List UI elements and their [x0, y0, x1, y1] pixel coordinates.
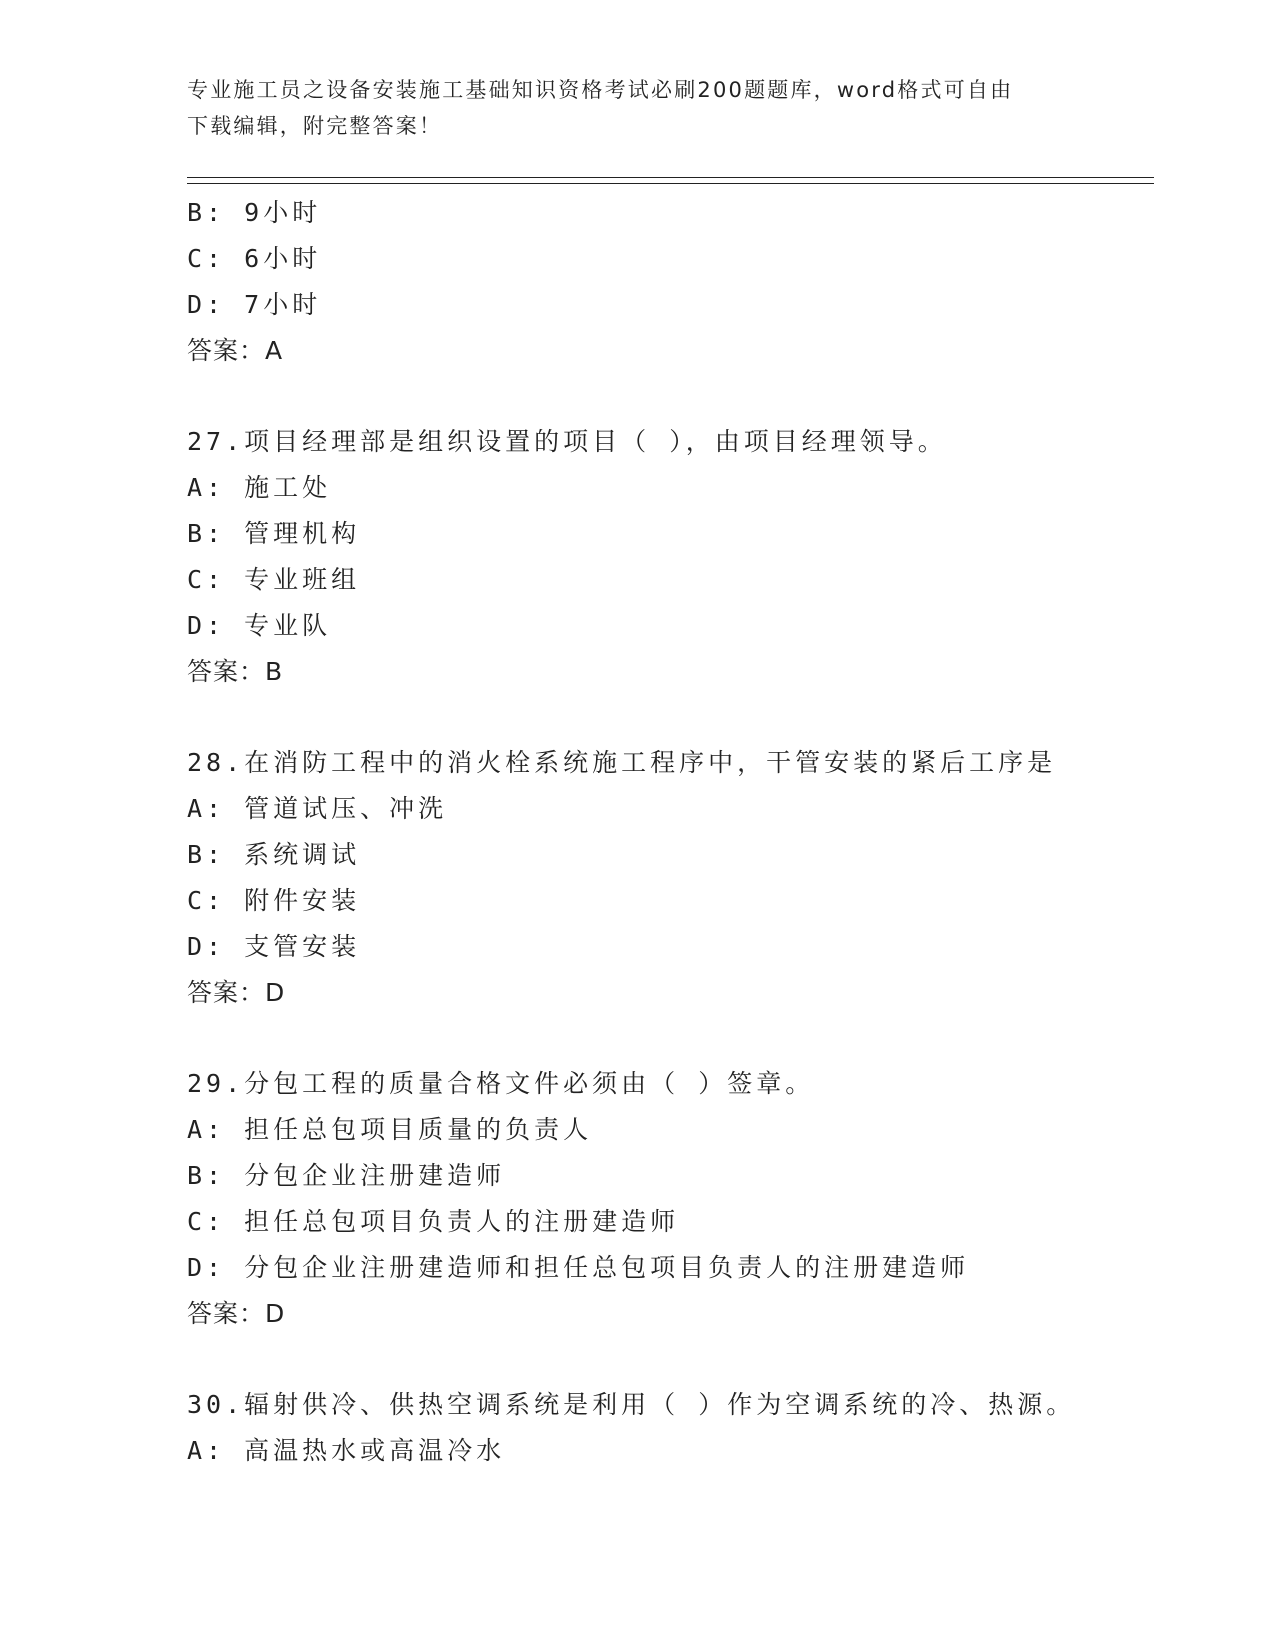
- question-29: [187, 1061, 1154, 1337]
- option-b: B: 系统调试: [187, 840, 361, 869]
- option-d: D: 专业队: [187, 611, 332, 640]
- option-a: A: 管道试压、冲洗: [187, 794, 448, 823]
- option-a: A: 高温热水或高温冷水: [187, 1436, 506, 1465]
- option-d: D: 分包企业注册建造师和担任总包项目负责人的注册建造师: [187, 1253, 970, 1282]
- question-stem: 28.在消防工程中的消火栓系统施工程序中，干管安装的紧后工序是: [187, 748, 1057, 777]
- header-rule-bottom: [187, 183, 1154, 184]
- header-rule-top: [187, 177, 1154, 178]
- option-c: C: 附件安装: [187, 886, 361, 915]
- option-a: A: 施工处: [187, 473, 332, 502]
- header-line-2: 下载编辑，附完整答案！: [187, 114, 443, 138]
- question-stem: 27.项目经理部是组织设置的项目（ ），由项目经理领导。: [187, 427, 947, 456]
- answer-line: 答案：D: [187, 978, 286, 1007]
- question-28: [187, 740, 1154, 1016]
- option-c: C: 专业班组: [187, 565, 361, 594]
- option-c: C: 6小时: [187, 244, 322, 273]
- answer-line: 答案：A: [187, 336, 284, 365]
- question-30: [187, 1382, 1154, 1474]
- question-stem: 30.辐射供冷、供热空调系统是利用（ ）作为空调系统的冷、热源。: [187, 1390, 1076, 1419]
- document-header: [187, 72, 1087, 144]
- question-27: [187, 419, 1154, 695]
- question-stem: 29.分包工程的质量合格文件必须由（ ）签章。: [187, 1069, 815, 1098]
- option-b: B: 分包企业注册建造师: [187, 1161, 506, 1190]
- option-d: D: 支管安装: [187, 932, 361, 961]
- answer-line: 答案：D: [187, 1299, 286, 1328]
- question-list: [187, 190, 1154, 1474]
- option-d: D: 7小时: [187, 290, 322, 319]
- option-b: B: 管理机构: [187, 519, 361, 548]
- answer-line: 答案：B: [187, 657, 284, 686]
- option-c: C: 担任总包项目负责人的注册建造师: [187, 1207, 680, 1236]
- option-b: B: 9小时: [187, 198, 322, 227]
- header-line-1: 专业施工员之设备安装施工基础知识资格考试必刷200题题库，word格式可自由: [187, 78, 1014, 102]
- question-26-continued: [187, 190, 1154, 374]
- option-a: A: 担任总包项目质量的负责人: [187, 1115, 593, 1144]
